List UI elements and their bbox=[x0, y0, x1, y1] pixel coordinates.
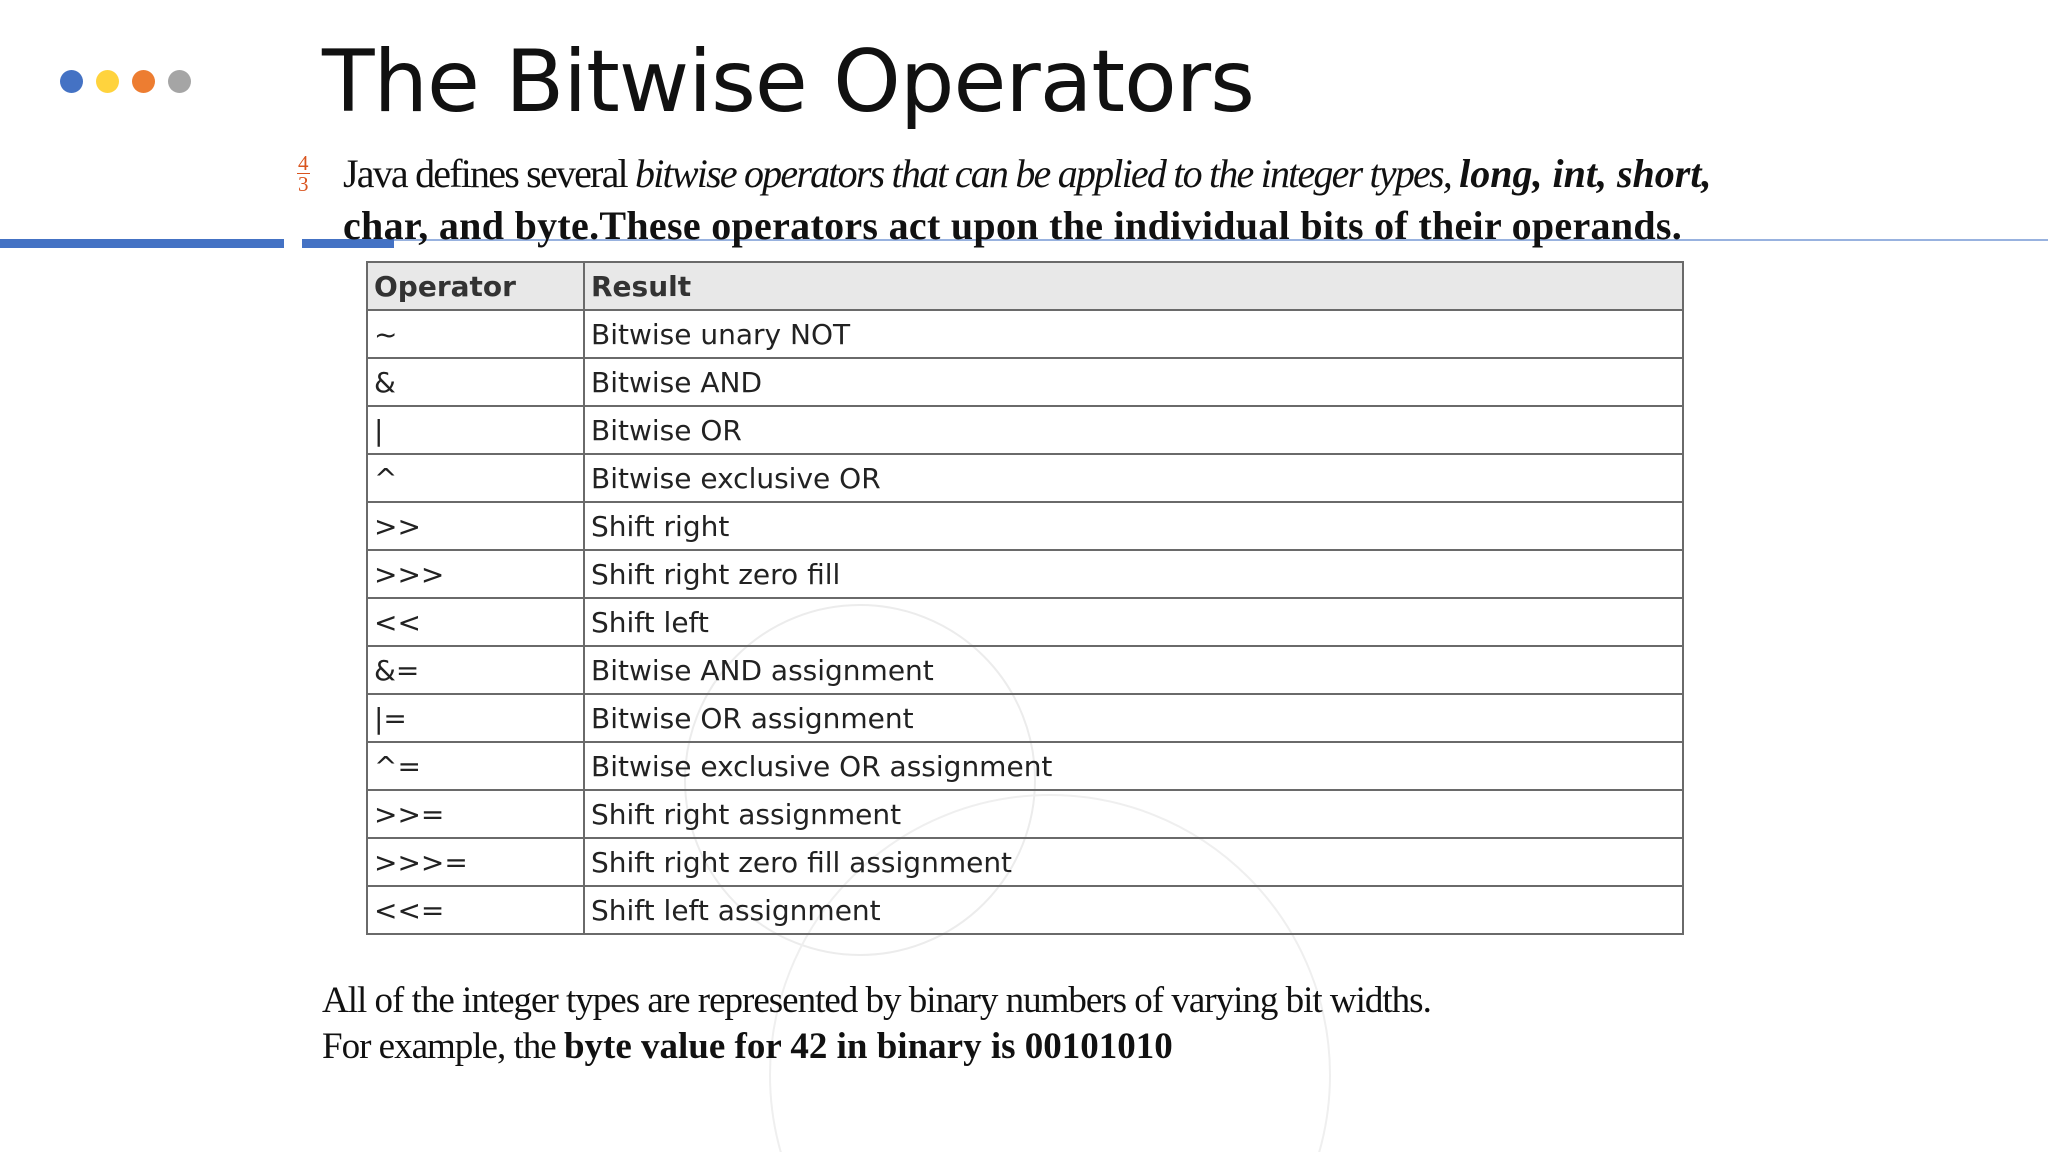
header-operator: Operator bbox=[367, 262, 584, 310]
operators-table-body bbox=[367, 310, 1683, 934]
slide-number-top: 4 bbox=[298, 151, 309, 175]
operator-cell: | bbox=[367, 406, 584, 454]
slide-number bbox=[297, 153, 310, 194]
footer-line1: All of the integer types are represented by binary numbers of varying bit widths. bbox=[322, 980, 1431, 1021]
operator-cell: >>>= bbox=[367, 838, 584, 886]
table-row bbox=[367, 502, 1683, 550]
orange-dot-icon bbox=[132, 70, 155, 93]
result-cell: Bitwise AND bbox=[584, 358, 1683, 406]
table-header-row bbox=[367, 262, 1683, 310]
slide-title: The Bitwise Operators bbox=[322, 32, 1254, 132]
operator-cell: << bbox=[367, 598, 584, 646]
result-cell: Bitwise exclusive OR assignment bbox=[584, 742, 1683, 790]
table-row bbox=[367, 742, 1683, 790]
title-underline-left bbox=[0, 239, 284, 248]
table-row bbox=[367, 310, 1683, 358]
result-cell: Shift right bbox=[584, 502, 1683, 550]
table-row bbox=[367, 838, 1683, 886]
table-row bbox=[367, 694, 1683, 742]
operator-cell: <<= bbox=[367, 886, 584, 934]
table-row bbox=[367, 550, 1683, 598]
result-cell: Shift right zero fill assignment bbox=[584, 838, 1683, 886]
table-row bbox=[367, 598, 1683, 646]
intro-types: long, int, short, bbox=[1459, 151, 1712, 196]
table-row bbox=[367, 886, 1683, 934]
color-dots bbox=[60, 70, 191, 93]
operator-cell: ^ bbox=[367, 454, 584, 502]
table-row bbox=[367, 646, 1683, 694]
footer-text bbox=[322, 978, 1822, 1070]
result-cell: Bitwise exclusive OR bbox=[584, 454, 1683, 502]
operator-cell: & bbox=[367, 358, 584, 406]
result-cell: Bitwise OR bbox=[584, 406, 1683, 454]
intro-line2: char, and byte.These operators act upon the individual bits of their operands. bbox=[343, 203, 1683, 248]
result-cell: Shift left assignment bbox=[584, 886, 1683, 934]
footer-line2-plain: For example, the bbox=[322, 1026, 564, 1067]
operator-cell: >>> bbox=[367, 550, 584, 598]
operator-cell: >>= bbox=[367, 790, 584, 838]
operator-cell: >> bbox=[367, 502, 584, 550]
intro-italic: bitwise operators that can be applied to the integer types, bbox=[635, 151, 1460, 196]
result-cell: Shift right zero fill bbox=[584, 550, 1683, 598]
table-row bbox=[367, 454, 1683, 502]
operator-cell: ^= bbox=[367, 742, 584, 790]
result-cell: Shift left bbox=[584, 598, 1683, 646]
blue-dot-icon bbox=[60, 70, 83, 93]
table-row bbox=[367, 406, 1683, 454]
gray-dot-icon bbox=[168, 70, 191, 93]
table-row bbox=[367, 358, 1683, 406]
result-cell: Bitwise AND assignment bbox=[584, 646, 1683, 694]
table-row bbox=[367, 790, 1683, 838]
footer-line2-bold: byte value for 42 in binary is 00101010 bbox=[563, 1026, 1173, 1067]
yellow-dot-icon bbox=[96, 70, 119, 93]
result-cell: Shift right assignment bbox=[584, 790, 1683, 838]
operators-table bbox=[366, 261, 1684, 935]
operator-cell: &= bbox=[367, 646, 584, 694]
intro-plain: Java defines several bbox=[343, 151, 636, 196]
result-cell: Bitwise OR assignment bbox=[584, 694, 1683, 742]
footer-line2 bbox=[322, 1024, 1822, 1070]
operator-cell: ~ bbox=[367, 310, 584, 358]
intro-paragraph bbox=[343, 148, 1843, 252]
slide-number-bottom: 3 bbox=[298, 172, 309, 196]
operator-cell: |= bbox=[367, 694, 584, 742]
header-result: Result bbox=[584, 262, 1683, 310]
result-cell: Bitwise unary NOT bbox=[584, 310, 1683, 358]
